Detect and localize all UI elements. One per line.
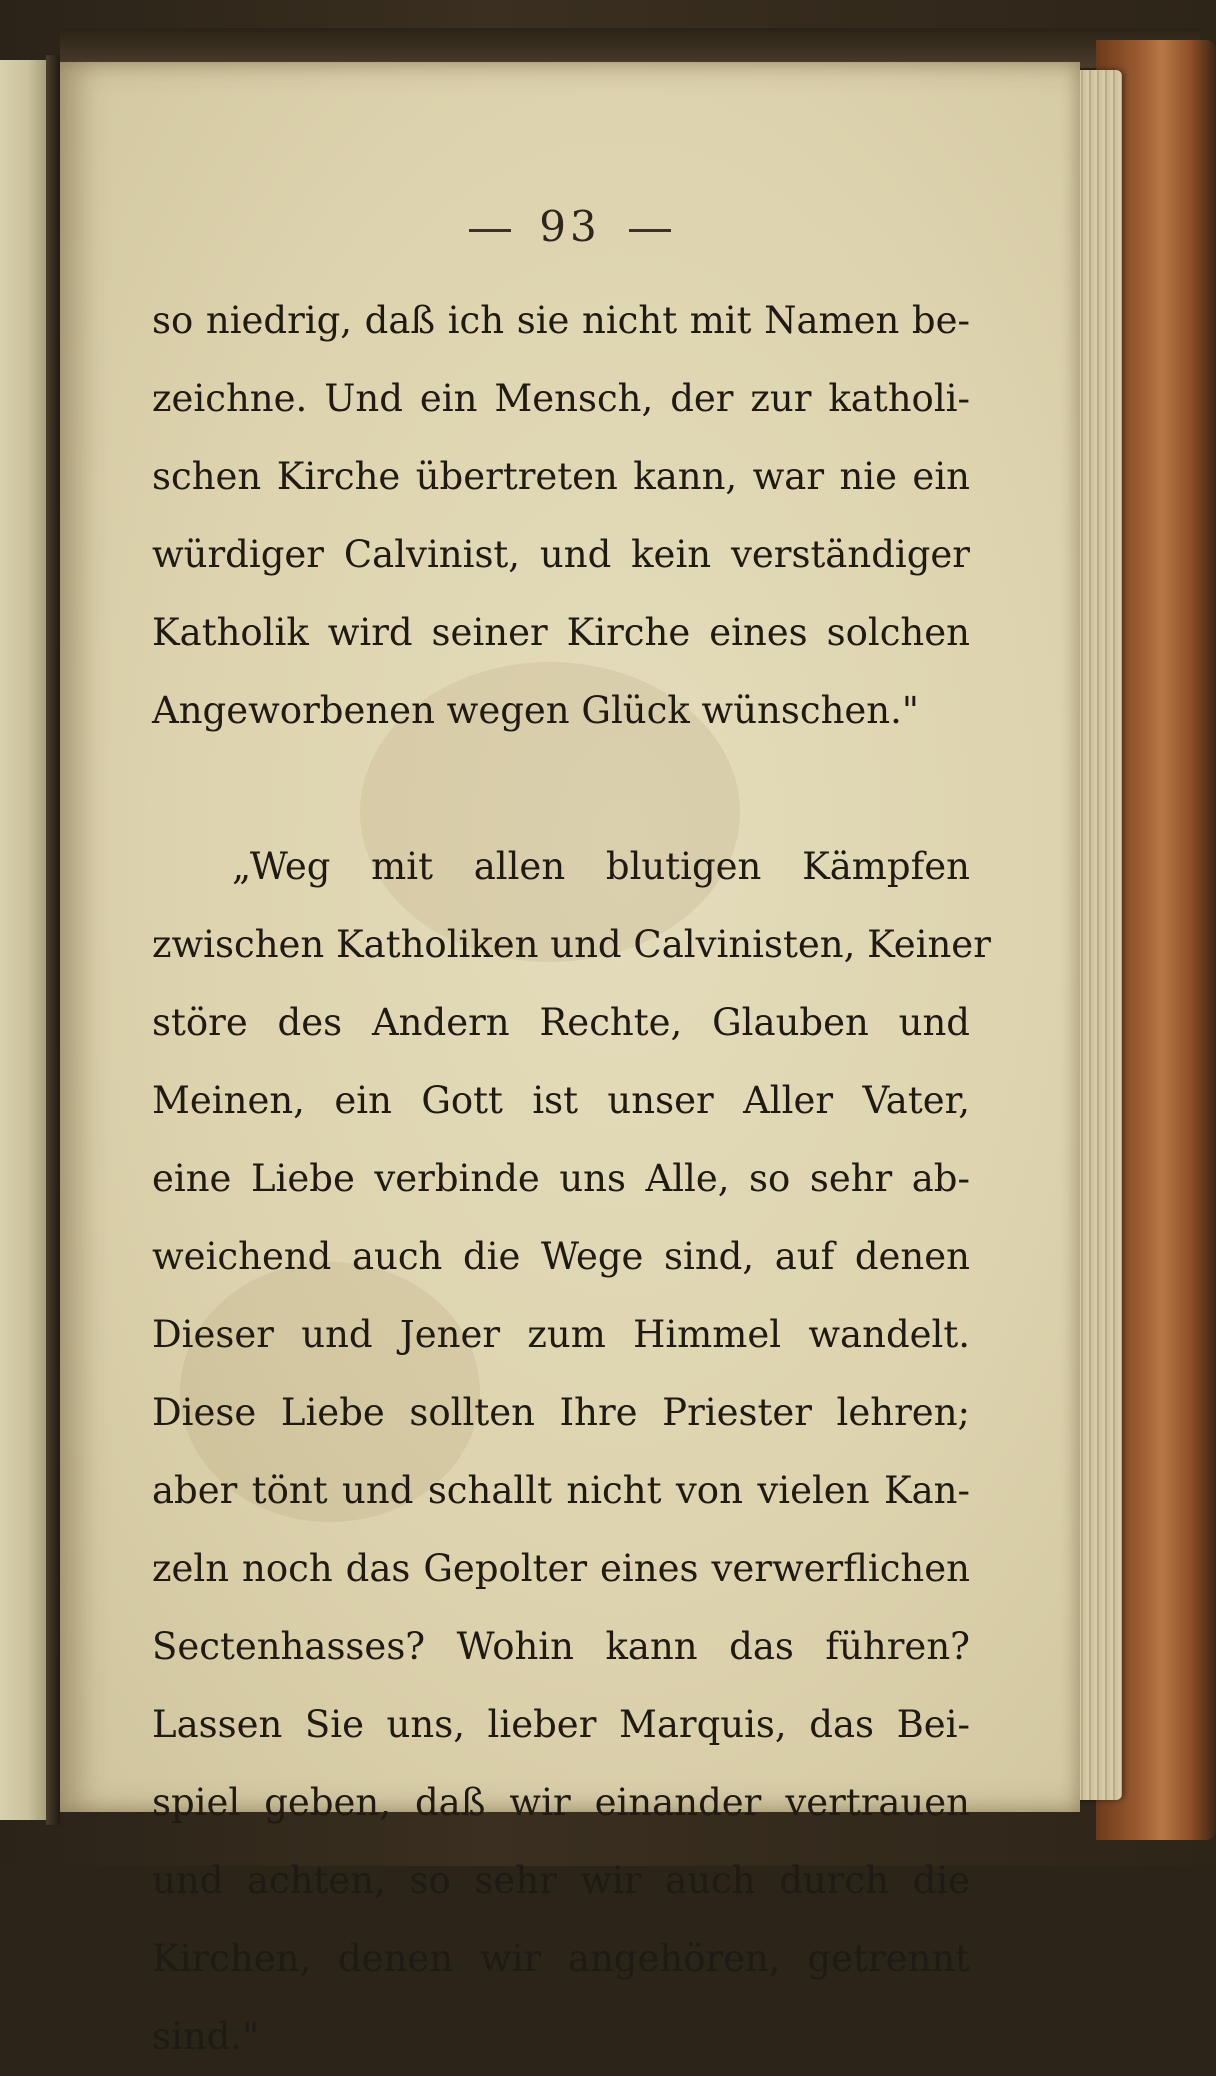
text-line: Lassen Sie uns, lieber Marquis, das Bei- bbox=[152, 1703, 970, 1746]
text-line: Meinen, ein Gott ist unser Aller Vater, bbox=[152, 1079, 970, 1122]
left-dash bbox=[469, 229, 511, 232]
text-line: zwischen Katholiken und Calvinisten, Keiner bbox=[152, 923, 991, 966]
page-number-value: 93 bbox=[539, 202, 601, 251]
text-line: sind." bbox=[152, 2015, 260, 2058]
text-line: und achten, so sehr wir auch durch die bbox=[152, 1859, 970, 1902]
text-line: weichend auch die Wege sind, auf denen bbox=[152, 1235, 970, 1278]
paragraph-gap bbox=[152, 750, 970, 828]
page-text bbox=[152, 282, 991, 2076]
text-line: Katholik wird seiner Kirche eines solchen bbox=[152, 611, 970, 654]
text-line: schen Kirche übertreten kann, war nie ein bbox=[152, 455, 970, 498]
text-line: zeichne. Und ein Mensch, der zur katholi- bbox=[152, 377, 970, 420]
right-dash bbox=[629, 229, 671, 232]
facing-page-edge bbox=[0, 60, 48, 1820]
text-line: so niedrig, daß ich sie nicht mit Namen be- bbox=[152, 299, 970, 342]
text-line: spiel geben, daß wir einander vertrauen bbox=[152, 1781, 970, 1824]
text-line: Angeworbenen wegen Glück wünschen." bbox=[152, 689, 919, 732]
text-line: eine Liebe verbinde uns Alle, so sehr ab- bbox=[152, 1157, 970, 1200]
text-line: Diese Liebe sollten Ihre Priester lehren; bbox=[152, 1391, 970, 1434]
page-number bbox=[60, 202, 1080, 251]
text-line: „Weg mit allen blutigen Kämpfen bbox=[232, 845, 970, 888]
text-line: Sectenhasses? Wohin kann das führen? bbox=[152, 1625, 970, 1668]
book-gutter bbox=[46, 55, 60, 1825]
text-line: würdiger Calvinist, und kein verständiger bbox=[152, 533, 970, 576]
text-line: aber tönt und schallt nicht von vielen Kan- bbox=[152, 1469, 970, 1512]
text-line: zeln noch das Gepolter eines verwerflichen bbox=[152, 1547, 970, 1590]
text-line: störe des Andern Rechte, Glauben und bbox=[152, 1001, 970, 1044]
text-line: Dieser und Jener zum Himmel wandelt. bbox=[152, 1313, 970, 1356]
book-page bbox=[60, 62, 1080, 2058]
text-line: Kirchen, denen wir angehören, getrennt bbox=[152, 1937, 970, 1980]
